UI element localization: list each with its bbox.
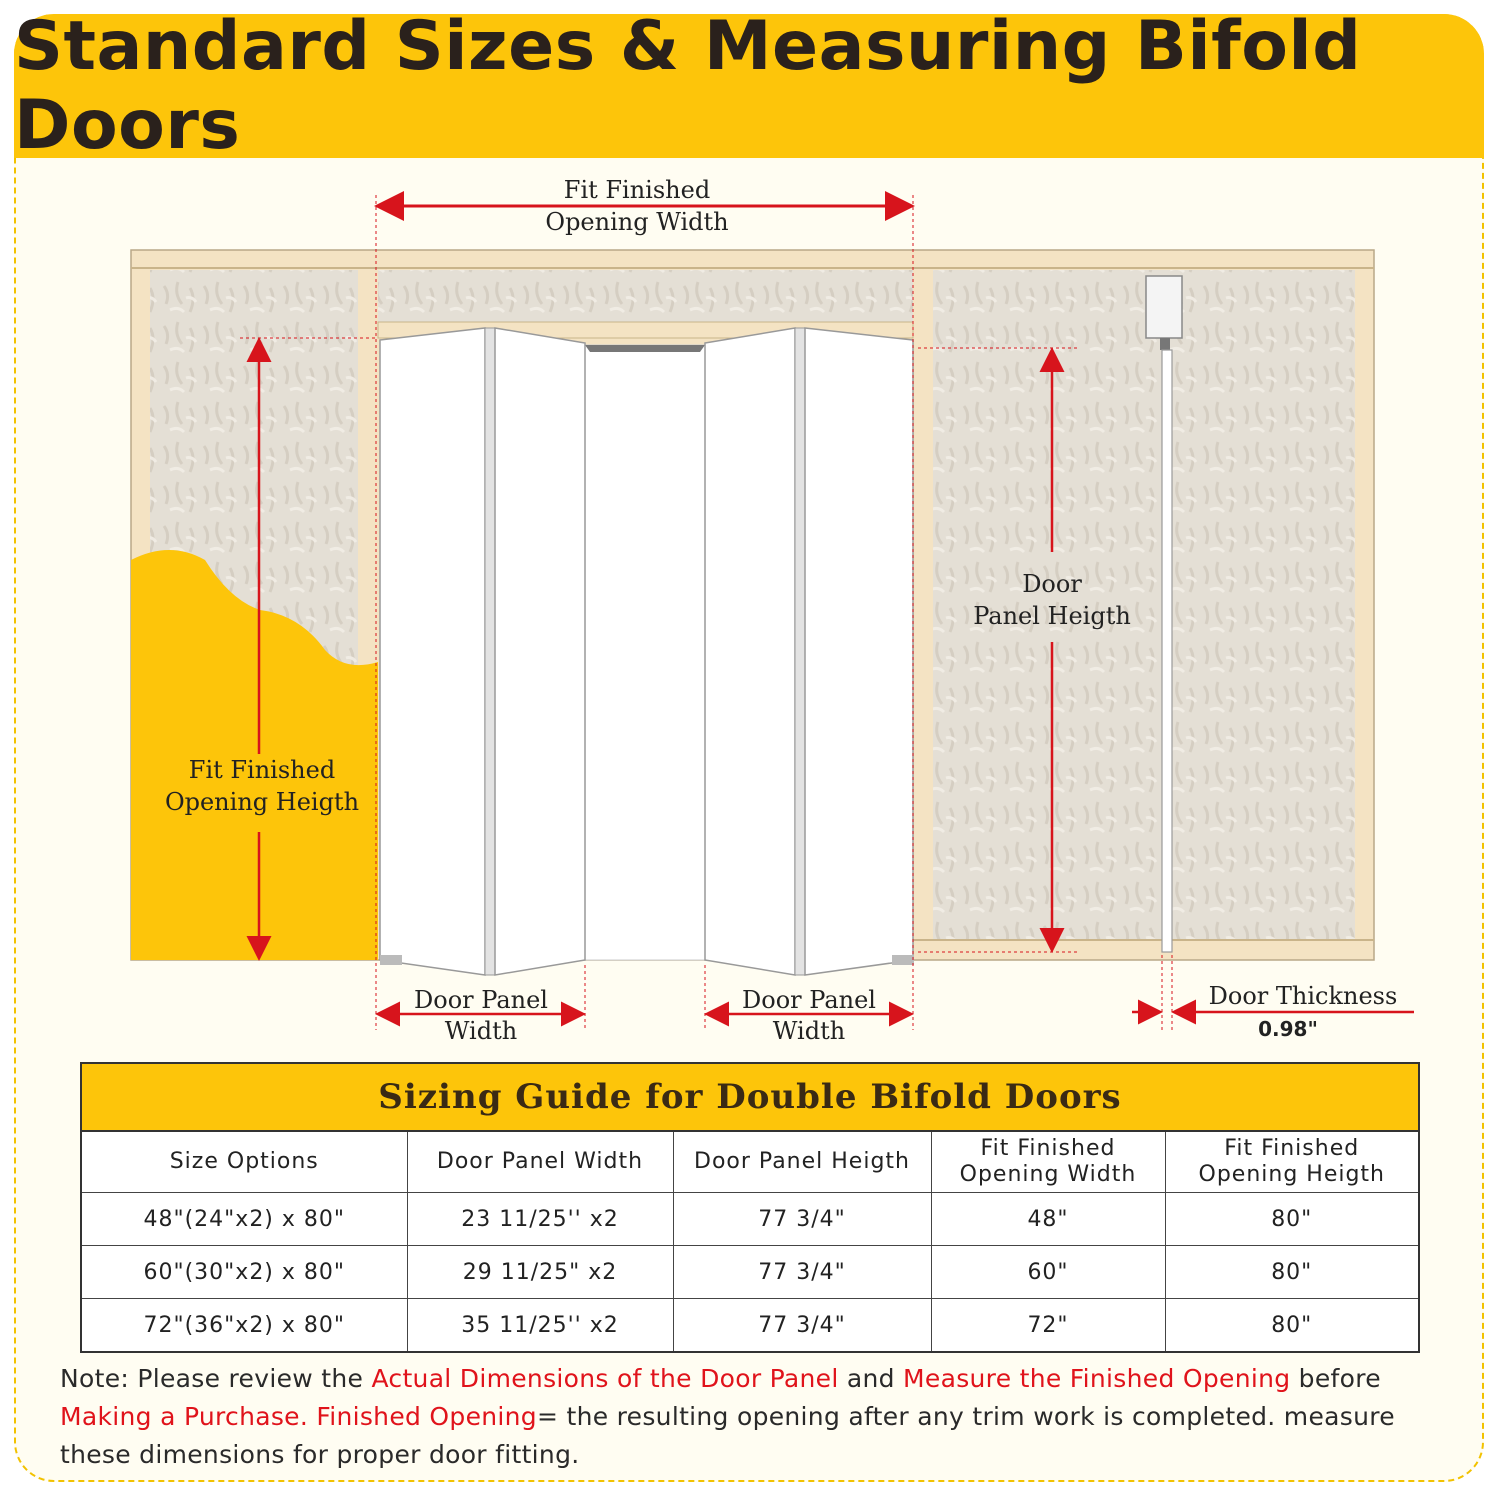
cell-panel-width: 29 11/25" x2	[407, 1246, 673, 1299]
panel-height-label-line1: Door	[1022, 570, 1082, 598]
header-opening-height: Fit Finished Opening Heigth	[1165, 1132, 1418, 1193]
sizes-table	[82, 1132, 1418, 1351]
note-suffix: = the resulting opening after any trim work is completed. measure these dimensions for proper door fitting.	[60, 1402, 1395, 1469]
note-mid1: and	[838, 1364, 904, 1393]
note-highlight-purchase: Making a Purchase. Finished Opening	[60, 1402, 537, 1431]
note-prefix: Note: Please review the	[60, 1364, 372, 1393]
cell-panel-height: 77 3/4"	[673, 1299, 931, 1352]
opening-width-label-line1: Fit Finished	[563, 176, 711, 204]
left-bifold-door	[380, 328, 585, 975]
sizing-guide-title: Sizing Guide for Double Bifold Doors	[82, 1064, 1418, 1132]
cell-opening-width: 72"	[931, 1299, 1165, 1352]
table-header-row	[82, 1132, 1418, 1193]
cell-panel-width: 35 11/25'' x2	[407, 1299, 673, 1352]
right-panel-width-label-line1: Door Panel	[742, 986, 876, 1014]
right-panel-width-label-line2: Width	[772, 1017, 846, 1045]
header-door-panel-width: Door Panel Width	[407, 1132, 673, 1193]
note-mid2: before	[1290, 1364, 1381, 1393]
cell-opening-height: 80"	[1165, 1193, 1418, 1246]
cell-opening-height: 80"	[1165, 1299, 1418, 1352]
cell-opening-width: 48"	[931, 1193, 1165, 1246]
table-row	[82, 1193, 1418, 1246]
note-highlight-panel-dimensions: Actual Dimensions of the Door Panel	[371, 1364, 839, 1393]
cell-opening-width: 60"	[931, 1246, 1165, 1299]
measuring-note	[60, 1360, 1460, 1474]
right-bifold-door	[705, 328, 914, 975]
cell-panel-height: 77 3/4"	[673, 1246, 931, 1299]
opening-height-label-line1: Fit Finished	[188, 756, 336, 784]
header-opening-width: Fit Finished Opening Width	[931, 1132, 1165, 1193]
page-title: Standard Sizes & Measuring Bifold Doors	[14, 7, 1362, 165]
opening-width-label-line2: Opening Width	[545, 208, 729, 236]
panel-height-label-line2: Panel Heigth	[973, 602, 1131, 630]
left-panel-width-label-line1: Door Panel	[414, 986, 548, 1014]
table-row	[82, 1246, 1418, 1299]
sizing-guide-table	[80, 1062, 1420, 1353]
cell-size-option: 60"(30"x2) x 80"	[82, 1246, 407, 1299]
table-row	[82, 1299, 1418, 1352]
opening-height-label-line2: Opening Heigth	[164, 788, 360, 816]
cell-size-option: 72"(36"x2) x 80"	[82, 1299, 407, 1352]
left-panel-width-label-line2: Width	[444, 1017, 518, 1045]
cell-panel-width: 23 11/25'' x2	[407, 1193, 673, 1246]
note-highlight-measure-opening: Measure the Finished Opening	[903, 1364, 1291, 1393]
header-size-options: Size Options	[82, 1132, 407, 1193]
wall-header	[378, 270, 913, 322]
cell-panel-height: 77 3/4"	[673, 1193, 931, 1246]
door-thickness-value: 0.98"	[1258, 1017, 1318, 1041]
door-thickness-label: Door Thickness	[1208, 982, 1398, 1010]
cell-opening-height: 80"	[1165, 1246, 1418, 1299]
header-door-panel-height: Door Panel Heigth	[673, 1132, 931, 1193]
cell-size-option: 48"(24"x2) x 80"	[82, 1193, 407, 1246]
